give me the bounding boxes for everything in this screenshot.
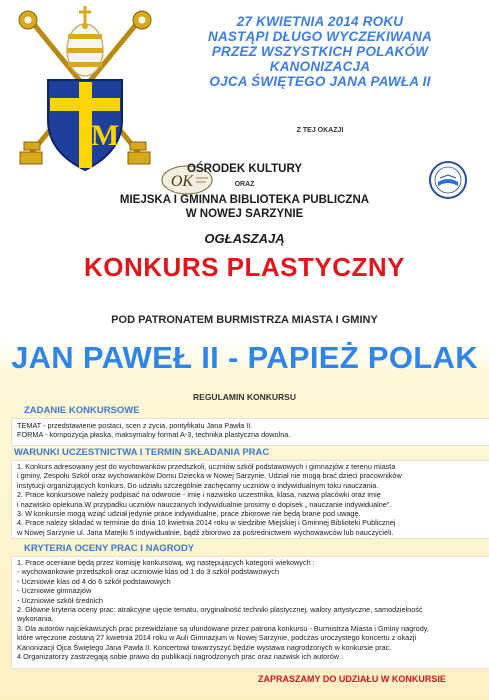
criteria-line: - Uczniowie szkół średnich [17,595,103,605]
header-line-3: PRZEZ WSZYSTKICH POLAKÓW [211,44,429,59]
regulations-heading: REGULAMIN KONKURSU [193,392,296,402]
organizer-cultural-center: OŚRODEK KULTURY [187,163,302,175]
conditions-line: i nazwisko opiekuna.W przypadku uczniów nauczanych indywidualnie prosimy o dopisek „ nauczanie indywidualne". [17,499,392,509]
criteria-line: 4.Organizatorzy zastrzegają sobie prawo do publikacji nagrodzonych prac oraz nazwisk ich autorów . [17,652,344,662]
section-task-box [11,418,489,446]
section-criteria-title: KRYTERIA OCENY PRAC I NAGRODY [24,543,195,554]
announce-text: OGŁASZAJĄ [204,231,285,246]
header-line-2: NASTĄPI DŁUGO WYCZEKIWANA [208,29,432,44]
conditions-line: 2. Prace konkursowe należy podpisać na odwrocie - imię i nazwisko uczestnika, klasa, nazwa placówki oraz imię [17,490,381,500]
conditions-line: instytucji organizujących konkurs. Do udziału szczególnie zachęcamy uczniów o indywidualnym toku nauczania. [17,480,379,490]
criteria-line: - wychowankowie przedszkoli oraz uczniowie klas od 1 do 3 szkół podstawowych [17,567,280,577]
papal-coat-of-arms-icon [10,2,160,177]
criteria-line: 1. Prace oceniane będą przez komisję konkursową, wg następujących kategorii wiekowych : [17,558,315,567]
svg-text:OK: OK [170,173,194,190]
conditions-line: w Nowej Sarzynie ul. Jana Matejki 5 indywidualnie, bądź zbiorowo za pośrednictwem wychowawców lub nauczycieli. [17,527,394,537]
task-line: TEMAT - przedstawienie postaci, scen z życia, pontyfikatu Jana Pawła II. [17,421,253,430]
patronage-text: POD PATRONATEM BURMISTRZA MIASTA I GMINY [111,314,378,326]
criteria-line: Kanonizacji Ojca Świętego Jana Pawła II. Koncertowi towarzyszyć będzie wystawa nagrodzonych w konkursie prac. [17,642,392,652]
organizer-library-line1: MIEJSKA I GMINNA BIBLIOTEKA PUBLICZNA [119,194,370,206]
organizer-conjunction: ORAZ [234,181,255,188]
conditions-line: 3. W konkursie mogą wziąć udział jedynie prace indywidualne, prace zbiorowe nie będą brane pod uwagę. [17,509,361,519]
criteria-line: - Uczniowie klas od 4 do 6 szkół podstawowych [17,576,171,586]
criteria-line: - Uczniowie gimnazjów [17,586,92,596]
conditions-line: 4. Prace należy składać w terminie do dnia 10 kwietnia 2014 roku w siedzibie Miejskiej i Gminnej Biblioteki Publicznej [17,518,396,528]
section-conditions-title: WARUNKI UCZESTNICTWA I TERMIN SKŁADANIA PRAC [14,447,270,458]
header-line-4: KANONIZACJA [269,59,371,74]
organizer-library-line2: W NOWEJ SARZYNIE [185,208,304,220]
svg-text:M: M [90,119,120,152]
section-criteria-box [11,556,489,669]
contest-theme: JAN PAWEŁ II - PAPIEŻ POLAK [11,340,478,375]
conditions-line: 1. Konkurs adresowany jest do wychowanków przedszkoli, uczniów szkół podstawowych i gimnazjów z terenu miasta [17,462,396,471]
task-line: FORMA - kompozycja płaska, maksymalny format A-3, technika plastyczna dowolna. [17,430,291,440]
criteria-line: 3. Dla autorów najciekawszych prac przewidziane są ufundowane przez patrona konkursu - Burmistrza Miasta i Gminy nagrody, [17,623,429,633]
criteria-line: które wręczone zostaną 27 kwietnia 2014 roku w Auli Gimnazjum w Nowej Sarzynie, podczas uroczystego koncertu z okazji [17,633,417,643]
canonization-header [160,14,480,89]
section-task-title: ZADANIE KONKURSOWE [24,405,140,416]
section-conditions-box [11,460,489,539]
intro-text: Z TEJ OKAZJI [296,127,344,134]
conditions-line: i gminy, Zespołu Szkół oraz wychowanków Domu Dziecka w Nowej Sarzynie. Udział nie mogą brać dzieci pracowników [17,471,402,481]
criteria-line: wykonania. [17,614,54,624]
footer-invitation: ZAPRASZAMY DO UDZIAŁU W KONKURSIE [258,674,446,684]
criteria-line: 2. Główne kryteria oceny prac: atrakcyjne ujęcie tematu, oryginalność techniki plastycznej, walory artystyczne, samodzielność [17,605,423,615]
header-line-5: OJCA ŚWIĘTEGO JANA PAWŁA II [209,74,431,89]
header-line-1: 27 KWIETNIA 2014 ROKU [236,14,404,29]
contest-title: KONKURS PLASTYCZNY [83,252,405,282]
